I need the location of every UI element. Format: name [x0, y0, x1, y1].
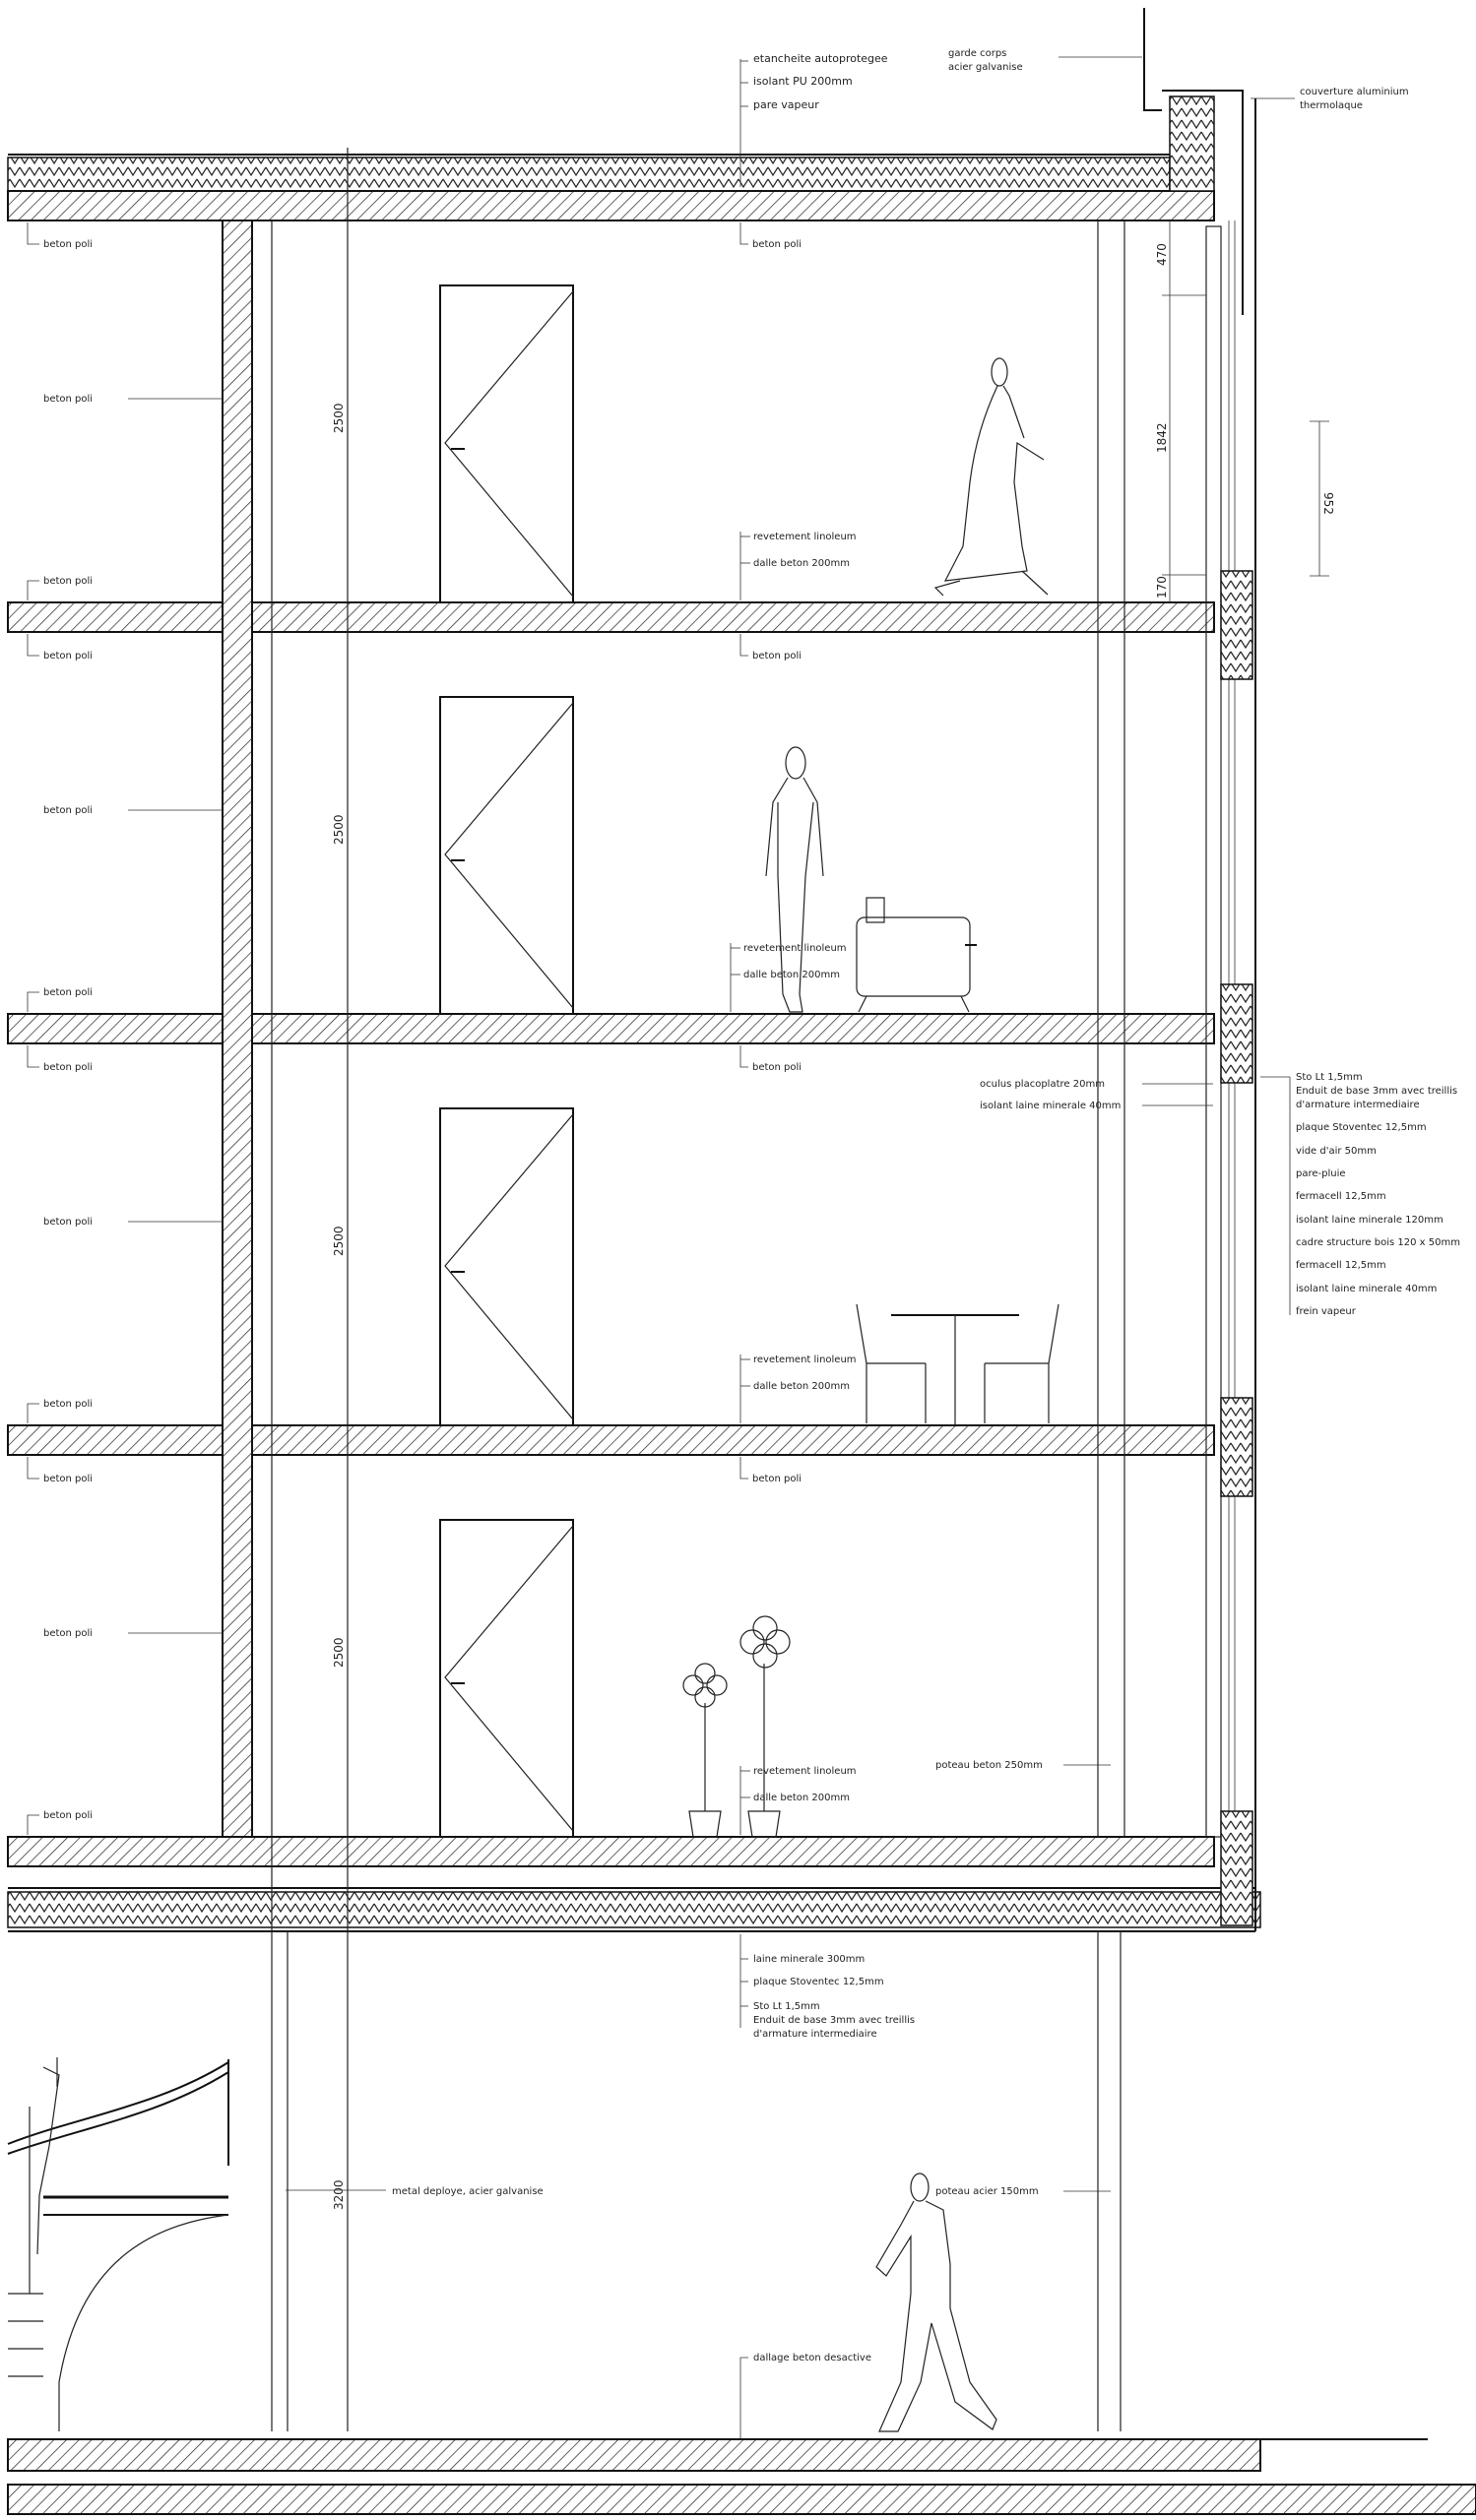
dim-470: 470 [1155, 243, 1169, 266]
floor-finish-label: revetement linoleum [753, 1766, 857, 1777]
core-wall [223, 220, 252, 1837]
wall-layer-2: Enduit de base 3mm avec treillis [1296, 1086, 1458, 1097]
wall-layer-8: isolant laine minerale 120mm [1296, 1215, 1444, 1226]
floor-slab-label: dalle beton 200mm [753, 558, 850, 569]
roof-label-3: pare vapeur [753, 98, 819, 111]
poteau-acier-label: poteau acier 150mm [935, 2186, 1039, 2197]
floor-finish-label: revetement linoleum [743, 943, 847, 954]
wall-layer-3: d'armature intermediaire [1296, 1100, 1420, 1110]
beton-label: beton poli [43, 1399, 94, 1410]
door-level-4 [440, 285, 573, 602]
wall-layer-6: pare-pluie [1296, 1168, 1346, 1179]
beton-label: beton poli [752, 1062, 802, 1073]
beton-label: beton poli [43, 1628, 94, 1639]
parapet-label-2: acier galvanise [948, 62, 1023, 73]
level-height-3: 2500 [332, 814, 346, 845]
woman-walking-figure [935, 358, 1048, 596]
wall-layer-1: Sto Lt 1,5mm [1296, 1072, 1363, 1083]
floor-slab-3 [8, 602, 1214, 632]
wall-layer-7: fermacell 12,5mm [1296, 1191, 1386, 1202]
floor-slab-label: dalle beton 200mm [753, 1793, 850, 1803]
beton-label: beton poli [43, 239, 94, 250]
roof-parapet [1170, 96, 1214, 191]
beton-label: beton poli [43, 805, 94, 816]
beton-label: beton poli [752, 1474, 802, 1484]
level-height-1: 2500 [332, 1637, 346, 1668]
wall-layer-5: vide d'air 50mm [1296, 1146, 1377, 1157]
beton-label: beton poli [43, 987, 94, 998]
underside-label-5: d'armature intermediaire [753, 2029, 877, 2040]
roof-label-1: etancheite autoprotegee [753, 52, 888, 65]
beton-label: beton poli [752, 239, 802, 250]
parapet-label-1: garde corps [948, 48, 1007, 59]
underside-insulation [8, 1892, 1260, 1927]
wall-layer-4: plaque Stoventec 12,5mm [1296, 1122, 1427, 1133]
wall-layer-10: fermacell 12,5mm [1296, 1260, 1386, 1271]
floor-finish-label: revetement linoleum [753, 1354, 857, 1365]
roof-assembly [8, 8, 1295, 315]
underside-label-1: laine minerale 300mm [753, 1954, 866, 1965]
door-level-3 [440, 697, 573, 1014]
beton-label: beton poli [43, 576, 94, 587]
beton-label: beton poli [43, 1217, 94, 1228]
beton-label: beton poli [43, 1474, 94, 1484]
table-and-chairs [857, 1304, 1059, 1425]
underside-label-2: plaque Stoventec 12,5mm [753, 1977, 884, 1987]
floor-slab-2 [8, 1014, 1214, 1043]
steel-mesh-label: metal deploye, acier galvanise [392, 2186, 544, 2197]
beton-label: beton poli [43, 1810, 94, 1821]
facade-label-2: isolant laine minerale 40mm [980, 1101, 1122, 1111]
beton-label: beton poli [43, 651, 94, 662]
floor-finish-label: revetement linoleum [753, 532, 857, 542]
coping-label-2: thermolaque [1300, 100, 1363, 111]
facade-labels [980, 1077, 1290, 1315]
armchair [857, 898, 977, 1012]
columns [272, 148, 1124, 2431]
wall-layer-12: frein vapeur [1296, 1306, 1356, 1317]
door-level-1 [440, 1520, 573, 1837]
beton-label: beton poli [752, 651, 802, 662]
level-height-2: 2500 [332, 1226, 346, 1256]
ground-floor [8, 2057, 1476, 2514]
floor-slab-label: dalle beton 200mm [743, 970, 840, 980]
floor-slab-1 [8, 1425, 1214, 1455]
floor-labels [731, 532, 857, 1835]
floor-slabs [8, 602, 1260, 1931]
floor-slab-0 [8, 1837, 1214, 1866]
door-level-2 [440, 1108, 573, 1425]
dim-170: 170 [1155, 576, 1169, 598]
underside-label-4: Enduit de base 3mm avec treillis [753, 2015, 916, 2026]
roof-slab [8, 191, 1214, 220]
beton-label: beton poli [43, 394, 94, 405]
doors [440, 285, 573, 1837]
dim-1842: 1842 [1155, 422, 1169, 453]
facade-label-1: oculus placoplatre 20mm [980, 1079, 1105, 1090]
underside-labels [740, 1934, 915, 2040]
beton-label: beton poli [43, 1062, 94, 1073]
window-dimensions [1155, 220, 1335, 602]
wall-layer-9: cadre structure bois 120 x 50mm [1296, 1237, 1460, 1248]
level-heights [332, 403, 346, 2210]
wall-layer-labels [1296, 1072, 1460, 1317]
poteau-beton-label: poteau beton 250mm [935, 1760, 1043, 1771]
coping-label-1: couverture aluminium [1300, 87, 1409, 97]
foundation-slab [8, 2485, 1476, 2514]
underside-label-3: Sto Lt 1,5mm [753, 2001, 820, 2012]
level-height-4: 2500 [332, 403, 346, 433]
dim-952: 952 [1321, 492, 1335, 515]
ground-slab [8, 2439, 1260, 2471]
ground-height: 3200 [332, 2179, 346, 2210]
roof-insulation [8, 158, 1170, 191]
roof-label-2: isolant PU 200mm [753, 75, 853, 88]
potted-plants [683, 1616, 790, 1837]
wall-layer-11: isolant laine minerale 40mm [1296, 1284, 1438, 1294]
staircase [8, 2057, 228, 2431]
ground-slab-label: dallage beton desactive [753, 2353, 871, 2363]
walking-man-figure [876, 2174, 996, 2431]
floor-slab-label: dalle beton 200mm [753, 1381, 850, 1392]
